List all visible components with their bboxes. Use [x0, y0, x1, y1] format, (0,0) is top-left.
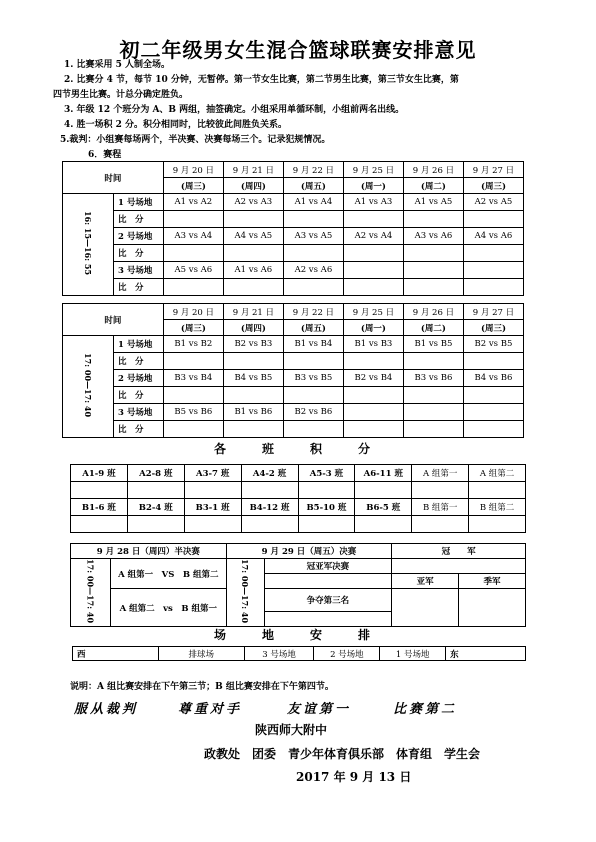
points-team: B 组第一 — [412, 499, 469, 516]
champion-header: 冠 军 — [392, 544, 526, 559]
venue-east: 东 — [446, 647, 526, 661]
points-value — [355, 516, 412, 533]
points-value — [412, 516, 469, 533]
score-cell — [283, 387, 343, 404]
rule-line-7: 6．赛程 — [88, 150, 122, 160]
points-value — [469, 482, 526, 499]
points-value — [469, 516, 526, 533]
row-label: 比 分 — [114, 279, 164, 296]
points-value — [127, 516, 184, 533]
points-value — [298, 516, 355, 533]
points-team: A 组第一 — [412, 465, 469, 482]
score-cell — [163, 279, 223, 296]
score-cell — [163, 387, 223, 404]
champion-value — [392, 559, 526, 574]
score-cell — [163, 421, 223, 438]
match-cell: A4 vs A5 — [223, 228, 283, 245]
day-date: 9 月 20 日 — [163, 304, 223, 320]
score-cell — [283, 353, 343, 370]
match-cell: A1 vs A3 — [343, 194, 403, 211]
score-cell — [283, 421, 343, 438]
match-cell: B2 vs B6 — [283, 404, 343, 421]
row-label: 比 分 — [114, 387, 164, 404]
time-slot-a — [63, 194, 114, 296]
points-team: B5-10 班 — [298, 499, 355, 516]
match-cell: B1 vs B4 — [283, 336, 343, 353]
points-value — [298, 482, 355, 499]
day-weekday: (周三) — [163, 320, 223, 336]
rule-line-1: 1. 比赛采用 5 人制全场。 — [64, 60, 171, 70]
points-value — [241, 516, 298, 533]
rule-line-6: 5.裁判：小组赛每场两个，半决赛、决赛每场三个。记录犯规情况。 — [60, 135, 331, 145]
match-cell: B1 vs B6 — [223, 404, 283, 421]
score-cell — [343, 279, 403, 296]
score-cell — [343, 387, 403, 404]
points-value — [355, 482, 412, 499]
points-value — [71, 516, 128, 533]
day-weekday: (周三) — [163, 178, 223, 194]
day-date: 9 月 26 日 — [403, 304, 463, 320]
score-cell — [283, 279, 343, 296]
schedule-table-b — [62, 303, 524, 438]
match-cell: B1 vs B2 — [163, 336, 223, 353]
schedule-note: 说明：A 组比赛安排在下午第三节；B 组比赛安排在下午第四节。 — [70, 682, 334, 692]
score-cell — [343, 211, 403, 228]
day-weekday: (周一) — [343, 178, 403, 194]
third-place-value — [459, 589, 526, 627]
points-value — [241, 482, 298, 499]
row-label: 2 号场地 — [114, 228, 164, 245]
points-team: A5-3 班 — [298, 465, 355, 482]
day-weekday: (周二) — [403, 320, 463, 336]
organizers: 政教处 团委 青少年体育俱乐部 体育组 学生会 — [204, 747, 481, 761]
day-date: 9 月 26 日 — [403, 162, 463, 178]
semi-time-label: 17: 00—17: 40 — [85, 559, 96, 624]
venue-volleyball: 排球场 — [158, 647, 244, 661]
rule-line-4: 3. 年级 12 个班分为 A、B 两组，抽签确定。小组采用单循环制，小组前两名出线。 — [64, 105, 405, 115]
score-cell — [163, 353, 223, 370]
rule-line-2: 2. 比赛分 4 节，每节 10 分钟，无暂停。第一节女生比赛，第二节男生比赛，第三节女生比赛，第 — [64, 75, 459, 85]
semi-match-1: A 组第一 VS B 组第二 — [110, 559, 226, 589]
points-team: B6-5 班 — [355, 499, 412, 516]
points-team: B2-4 班 — [127, 499, 184, 516]
score-cell — [223, 353, 283, 370]
score-cell — [403, 353, 463, 370]
match-cell — [403, 262, 463, 279]
points-team: B1-6 班 — [71, 499, 128, 516]
venue-title: 场 地 安 排 — [213, 628, 382, 642]
venue-court-2: 2 号场地 — [314, 647, 380, 661]
match-cell: A2 vs A6 — [283, 262, 343, 279]
score-cell — [283, 245, 343, 262]
page-title: 初二年级男女生混合篮球联赛安排意见 — [119, 38, 477, 62]
points-team: B3-1 班 — [184, 499, 241, 516]
finals-table — [70, 543, 526, 627]
third-place-result — [264, 612, 392, 627]
score-cell — [463, 387, 523, 404]
score-cell — [463, 279, 523, 296]
score-cell — [343, 421, 403, 438]
score-cell — [463, 421, 523, 438]
final-time — [226, 559, 264, 627]
day-date: 9 月 22 日 — [283, 304, 343, 320]
semi-final-header: 9 月 28 日（周四）半决赛 — [71, 544, 227, 559]
rule-line-5: 4. 胜一场积 2 分。积分相同时，比较彼此间胜负关系。 — [64, 120, 288, 130]
final-time-label: 17: 00—17: 40 — [240, 559, 251, 624]
match-cell: A1 vs A5 — [403, 194, 463, 211]
score-cell — [403, 279, 463, 296]
match-cell: B2 vs B3 — [223, 336, 283, 353]
points-team: A1-9 班 — [71, 465, 128, 482]
row-label: 比 分 — [114, 421, 164, 438]
points-value — [71, 482, 128, 499]
third-place-match: 争夺第三名 — [264, 589, 392, 612]
day-weekday: (周三) — [463, 320, 523, 336]
points-team: A3-7 班 — [184, 465, 241, 482]
points-value — [127, 482, 184, 499]
rule-line-3: 四节男生比赛。计总分确定胜负。 — [53, 90, 189, 100]
score-cell — [463, 211, 523, 228]
match-cell: B3 vs B4 — [163, 370, 223, 387]
match-cell: B4 vs B5 — [223, 370, 283, 387]
points-team: B 组第二 — [469, 499, 526, 516]
score-cell — [223, 211, 283, 228]
row-label: 3 号场地 — [114, 404, 164, 421]
issue-date: 2017 年 9 月 13 日 — [296, 770, 412, 784]
score-cell — [403, 421, 463, 438]
match-cell: A3 vs A5 — [283, 228, 343, 245]
points-team: A 组第二 — [469, 465, 526, 482]
score-cell — [343, 353, 403, 370]
score-cell — [343, 245, 403, 262]
row-label: 2 号场地 — [114, 370, 164, 387]
row-label: 3 号场地 — [114, 262, 164, 279]
points-value — [184, 516, 241, 533]
score-cell — [463, 353, 523, 370]
score-cell — [223, 421, 283, 438]
day-date: 9 月 21 日 — [223, 162, 283, 178]
final-result — [264, 574, 392, 589]
match-cell: A3 vs A6 — [403, 228, 463, 245]
day-date: 9 月 20 日 — [163, 162, 223, 178]
venue-table — [72, 646, 526, 661]
venue-court-3: 3 号场地 — [244, 647, 314, 661]
match-cell: A2 vs A5 — [463, 194, 523, 211]
row-label: 比 分 — [114, 211, 164, 228]
schedule-table-a — [62, 161, 524, 296]
points-team: B4-12 班 — [241, 499, 298, 516]
points-team: A4-2 班 — [241, 465, 298, 482]
score-cell — [223, 279, 283, 296]
runner-up-header: 亚军 — [392, 574, 459, 589]
row-label: 1 号场地 — [114, 336, 164, 353]
points-title: 各 班 积 分 — [213, 442, 382, 456]
points-team: A2-8 班 — [127, 465, 184, 482]
match-cell: B3 vs B6 — [403, 370, 463, 387]
day-weekday: (周五) — [283, 320, 343, 336]
day-weekday: (周一) — [343, 320, 403, 336]
match-cell — [343, 404, 403, 421]
score-cell — [463, 245, 523, 262]
match-cell: A4 vs A6 — [463, 228, 523, 245]
points-value — [412, 482, 469, 499]
points-team: A6-11 班 — [355, 465, 412, 482]
score-cell — [163, 245, 223, 262]
runner-up-value — [392, 589, 459, 627]
score-cell — [163, 211, 223, 228]
match-cell: B3 vs B5 — [283, 370, 343, 387]
score-cell — [403, 387, 463, 404]
semi-time — [71, 559, 111, 627]
day-weekday: (周四) — [223, 320, 283, 336]
match-cell: B4 vs B6 — [463, 370, 523, 387]
row-label: 比 分 — [114, 353, 164, 370]
score-cell — [223, 387, 283, 404]
venue-court-1: 1 号场地 — [380, 647, 446, 661]
match-cell: A1 vs A4 — [283, 194, 343, 211]
motto-1: 服从裁判 — [74, 702, 139, 717]
third-place-header: 季军 — [459, 574, 526, 589]
match-cell: B2 vs B4 — [343, 370, 403, 387]
venue-west: 西 — [73, 647, 159, 661]
final-match: 冠亚军决赛 — [264, 559, 392, 574]
points-value — [184, 482, 241, 499]
match-cell — [343, 262, 403, 279]
match-cell: A3 vs A4 — [163, 228, 223, 245]
day-date: 9 月 27 日 — [463, 304, 523, 320]
day-date: 9 月 21 日 — [223, 304, 283, 320]
match-cell: B5 vs B6 — [163, 404, 223, 421]
day-date: 9 月 27 日 — [463, 162, 523, 178]
motto-2: 尊重对手 — [178, 702, 243, 717]
day-weekday: (周三) — [463, 178, 523, 194]
match-cell: B2 vs B5 — [463, 336, 523, 353]
match-cell: B1 vs B3 — [343, 336, 403, 353]
day-date: 9 月 22 日 — [283, 162, 343, 178]
match-cell: A2 vs A4 — [343, 228, 403, 245]
motto-4: 比赛第二 — [393, 702, 458, 717]
score-cell — [283, 211, 343, 228]
day-date: 9 月 25 日 — [343, 162, 403, 178]
score-cell — [223, 245, 283, 262]
match-cell: B1 vs B5 — [403, 336, 463, 353]
match-cell — [463, 404, 523, 421]
motto-3: 友谊第一 — [287, 702, 352, 717]
day-weekday: (周四) — [223, 178, 283, 194]
score-cell — [403, 211, 463, 228]
day-weekday: (周五) — [283, 178, 343, 194]
day-weekday: (周二) — [403, 178, 463, 194]
match-cell — [403, 404, 463, 421]
school-name: 陕西师大附中 — [255, 723, 328, 737]
day-date: 9 月 25 日 — [343, 304, 403, 320]
match-cell — [463, 262, 523, 279]
match-cell: A1 vs A6 — [223, 262, 283, 279]
score-cell — [403, 245, 463, 262]
row-label: 1 号场地 — [114, 194, 164, 211]
match-cell: A2 vs A3 — [223, 194, 283, 211]
time-slot-b-label: 17: 00—17: 40 — [83, 352, 93, 417]
semi-match-2: A 组第二 vs B 组第一 — [110, 589, 226, 627]
points-table — [70, 464, 526, 533]
row-label: 比 分 — [114, 245, 164, 262]
time-slot-b — [63, 336, 114, 438]
time-slot-a-label: 16: 15—16: 55 — [83, 210, 93, 275]
match-cell: A1 vs A2 — [163, 194, 223, 211]
match-cell: A5 vs A6 — [163, 262, 223, 279]
final-header: 9 月 29 日（周五）决赛 — [226, 544, 392, 559]
time-header: 时间 — [63, 162, 164, 194]
time-header: 时间 — [63, 304, 164, 336]
